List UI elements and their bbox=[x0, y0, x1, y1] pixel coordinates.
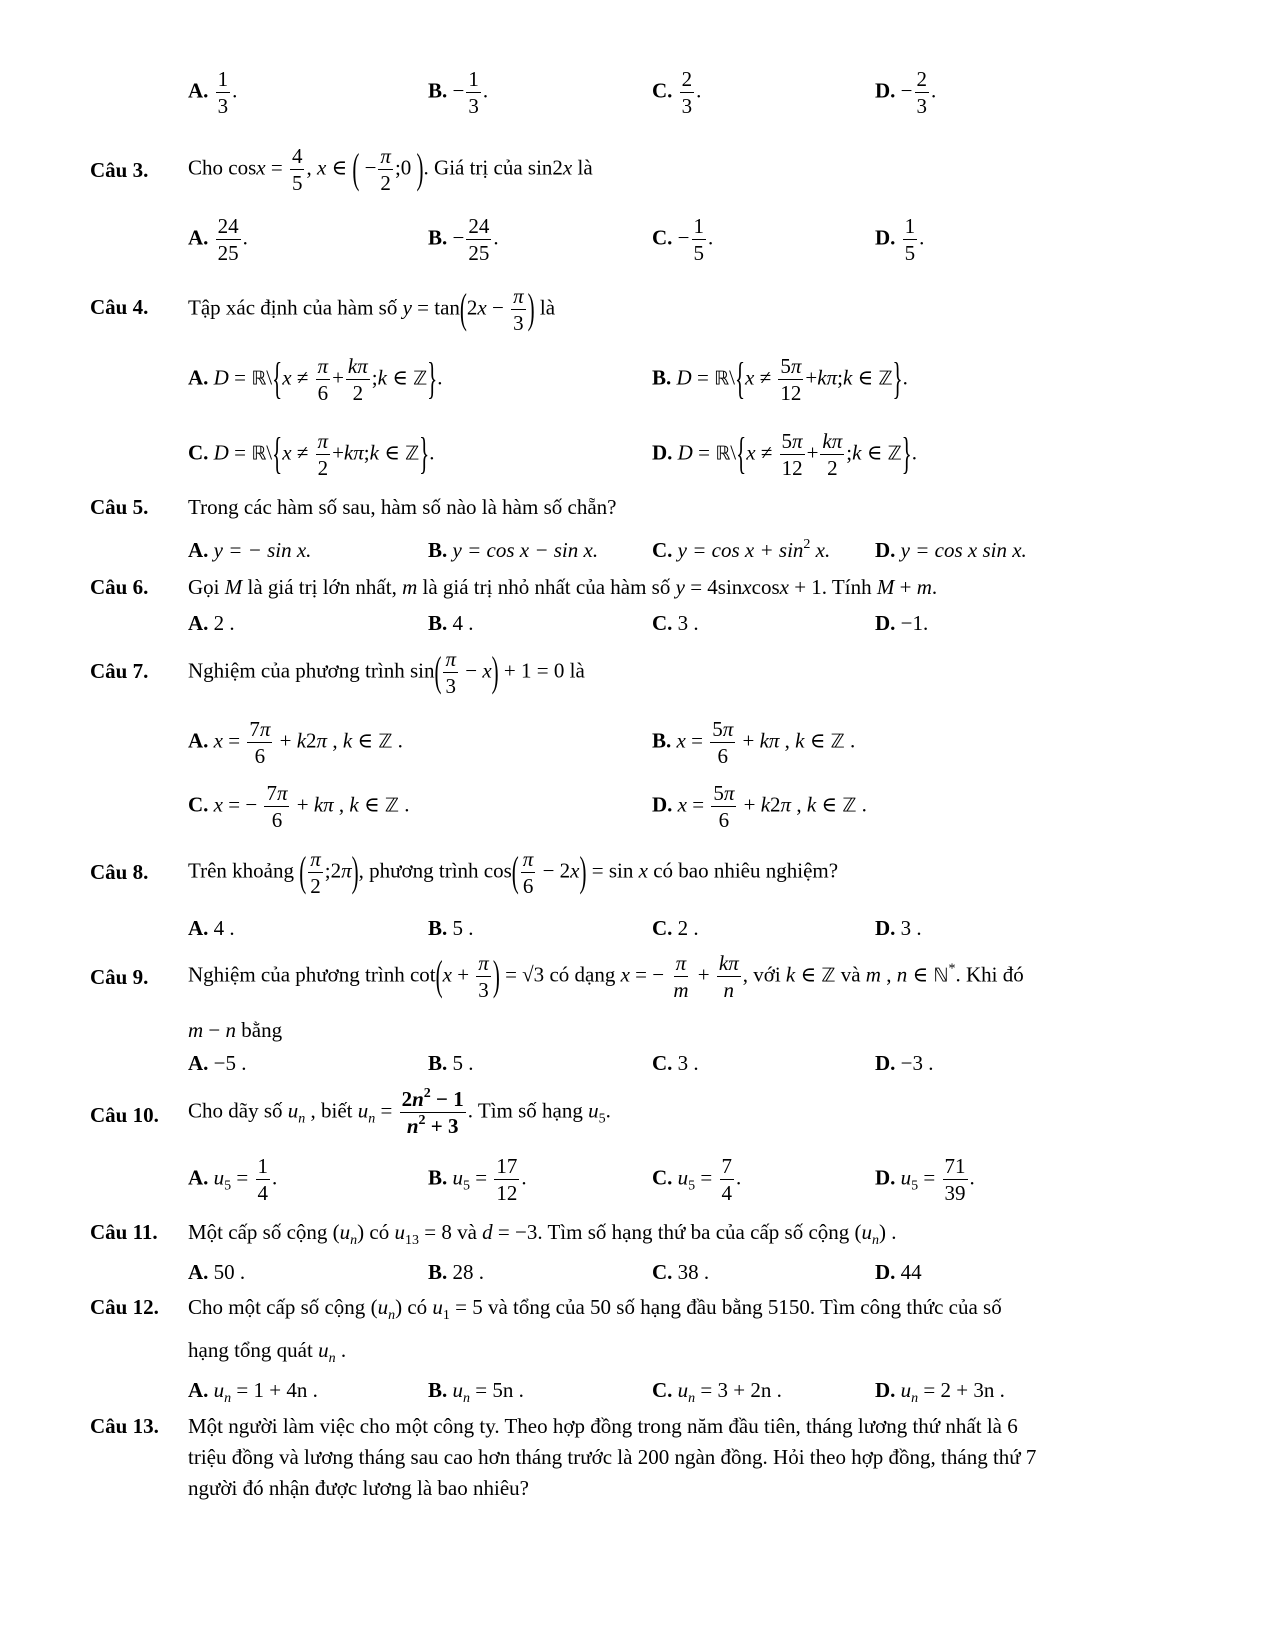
question-label: Câu 12. bbox=[90, 1295, 159, 1319]
question-label: Câu 13. bbox=[90, 1414, 159, 1438]
question-stem-line: triệu đồng và lương tháng sau cao hơn tháng trước là 200 ngàn đồng. Hỏi theo hợp đồng, tháng thứ 7 bbox=[188, 1445, 1037, 1469]
q4-option-a: A. D = ℝ\{x ≠ $\frac{\pi}{6}$ + $\frac{k\pi}{2}$ ;k ∈ ℤ}. bbox=[188, 353, 443, 406]
question-stem: Trên khoảng ( $\frac{\pi}{2}$ ;2π), phương trình cos( $\frac{\pi}{6}$ − 2x) = sin x có bao nhiêu nghiệm? bbox=[188, 847, 839, 899]
q2-option-d: D. − $\frac{2}{3}$ . bbox=[875, 67, 937, 119]
q9-option-d: D. −3 . bbox=[875, 1051, 934, 1075]
fraction: $\frac{1}{3}$ bbox=[217, 67, 229, 119]
q6-option-a: A. 2 . bbox=[188, 611, 235, 635]
q11-option-b: B. 28 . bbox=[428, 1260, 485, 1284]
question-label: Câu 7. bbox=[90, 659, 149, 683]
q6-option-c: C. 3 . bbox=[652, 611, 699, 635]
question-label: Câu 6. bbox=[90, 575, 149, 599]
q10-option-a: A. $u_5$ = $\frac{1}{4}$ . bbox=[188, 1154, 278, 1206]
question-label: Câu 5. bbox=[90, 495, 149, 519]
q11-option-c: C. 38 . bbox=[652, 1260, 710, 1284]
q11-option-d: D. 44 bbox=[875, 1260, 922, 1284]
fraction: $\frac{1}{3}$ bbox=[468, 67, 479, 119]
question-stem: Nghiệm của phương trình cot(x + $\frac{\pi}{3}$ ) = √3 có dạng x = − $\frac{\pi}{m}$ + $\frac{k\pi}{n}$ , với k ∈ ℤ và m , n ∈ ℕ*. Khi đó bbox=[188, 951, 1024, 1003]
question-label: Câu 4. bbox=[90, 295, 149, 319]
question-stem: Cho một cấp số cộng $(u_n)$ có $u_1 = 5$ và tổng của 50 số hạng đầu bằng 5150. Tìm công thức của số bbox=[188, 1295, 1002, 1323]
q3-option-a: A. $\frac{24}{25}$ . bbox=[188, 214, 248, 266]
q4-option-d: D. D = ℝ\{x ≠ $\frac{5\pi}{12}$ + $\frac{k\pi}{2}$ ;k ∈ ℤ}. bbox=[652, 428, 917, 481]
question-stem-continued: m − n bằng bbox=[188, 1018, 283, 1042]
question-stem-continued: hạng tổng quát $u_n$ . bbox=[188, 1338, 347, 1366]
question-stem: Gọi M là giá trị lớn nhất, m là giá trị nhỏ nhất của hàm số y = 4sinxcosx + 1. Tính M + m. bbox=[188, 575, 938, 599]
fraction: $\frac{2}{3}$ bbox=[916, 67, 928, 119]
question-stem-line: Một người làm việc cho một công ty. Theo hợp đồng trong năm đầu tiên, tháng lương thứ nhất là 6 bbox=[188, 1414, 1018, 1438]
question-label: Câu 9. bbox=[90, 965, 149, 989]
question-stem: Tập xác định của hàm số y = tan(2x − $\frac{\pi}{3}$ ) là bbox=[188, 284, 556, 336]
question-stem: Trong các hàm số sau, hàm số nào là hàm số chẵn? bbox=[188, 495, 617, 519]
q2-option-b: B. − $\frac{1}{3}$ . bbox=[428, 67, 489, 119]
question-label: Câu 8. bbox=[90, 860, 149, 884]
question-label: Câu 3. bbox=[90, 158, 149, 182]
q9-option-c: C. 3 . bbox=[652, 1051, 699, 1075]
question-stem: Cho dãy số $u_n$ , biết $u_n$ = $\frac{2n^2 - 1}{n^2 + 3}$ . Tìm số hạng $u_5$. bbox=[188, 1086, 611, 1139]
question-stem-line: người đó nhận được lương là bao nhiêu? bbox=[188, 1476, 529, 1500]
q2-option-c: C. $\frac{2}{3}$ . bbox=[652, 67, 702, 119]
question-label: Câu 10. bbox=[90, 1103, 159, 1127]
question-label: Câu 11. bbox=[90, 1220, 158, 1244]
q3-option-b: B. − $\frac{24}{25}$ . bbox=[428, 214, 499, 266]
q12-option-a: A. $u_n = 1 + 4n$ . bbox=[188, 1378, 318, 1406]
q10-option-d: D. $u_5$ = $\frac{71}{39}$ . bbox=[875, 1154, 975, 1206]
q9-option-b: B. 5 . bbox=[428, 1051, 474, 1075]
q3-option-c: C. − $\frac{1}{5}$ . bbox=[652, 214, 714, 266]
q9-option-a: A. −5 . bbox=[188, 1051, 247, 1075]
q12-option-b: B. $u_n = 5n$ . bbox=[428, 1378, 524, 1406]
q7-option-a: A. x = $\frac{7\pi}{6}$ + k2π , k ∈ ℤ . bbox=[188, 717, 403, 769]
q4-option-b: B. D = ℝ\{x ≠ $\frac{5\pi}{12}$ +kπ;k ∈ ℤ}. bbox=[652, 353, 908, 406]
q2-option-a: A. $\frac{1}{3}$ . bbox=[188, 67, 238, 119]
q7-option-d: D. x = $\frac{5\pi}{6}$ + k2π , k ∈ ℤ . bbox=[652, 781, 867, 833]
q8-option-c: C. 2 . bbox=[652, 916, 699, 940]
question-stem: Một cấp số cộng $(u_n)$ có $u_{13} = 8$ và d = −3. Tìm số hạng thứ ba của cấp số cộng $(u_n)$ . bbox=[188, 1220, 897, 1248]
q12-option-c: C. $u_n = 3 + 2n$ . bbox=[652, 1378, 782, 1406]
q10-option-b: B. $u_5$ = $\frac{17}{12}$ . bbox=[428, 1154, 527, 1206]
q8-option-b: B. 5 . bbox=[428, 916, 474, 940]
q6-option-d: D. −1. bbox=[875, 611, 929, 635]
question-stem: Cho cosx = $\frac{4}{5}$ , x ∈ ( − $\frac{\pi}{2}$ ;0 ). Giá trị của sin2x là bbox=[188, 144, 593, 196]
fraction: $\frac{2}{3}$ bbox=[681, 67, 693, 119]
q6-option-b: B. 4 . bbox=[428, 611, 474, 635]
question-stem: Nghiệm của phương trình sin( $\frac{\pi}{3}$ − x) + 1 = 0 là bbox=[188, 647, 585, 699]
q3-option-d: D. $\frac{1}{5}$ . bbox=[875, 214, 925, 266]
q5-option-c: C. $y = \cos x + \sin^2 x$. bbox=[652, 537, 831, 562]
q5-option-b: B. y = cos x − sin x. bbox=[428, 538, 599, 562]
q5-option-a: A. y = − sin x. bbox=[188, 538, 312, 562]
q12-option-d: D. $u_n = 2 + 3n$ . bbox=[875, 1378, 1005, 1406]
q11-option-a: A. 50 . bbox=[188, 1260, 246, 1284]
q7-option-c: C. x = − $\frac{7\pi}{6}$ + kπ , k ∈ ℤ . bbox=[188, 781, 410, 833]
q10-option-c: C. $u_5$ = $\frac{7}{4}$ . bbox=[652, 1154, 742, 1206]
q4-option-c: C. D = ℝ\{x ≠ $\frac{\pi}{2}$ +kπ;k ∈ ℤ}. bbox=[188, 428, 435, 481]
q7-option-b: B. x = $\frac{5\pi}{6}$ + kπ , k ∈ ℤ . bbox=[652, 717, 856, 769]
q5-option-d: D. y = cos x sin x. bbox=[875, 538, 1027, 562]
q8-option-a: A. 4 . bbox=[188, 916, 235, 940]
q8-option-d: D. 3 . bbox=[875, 916, 922, 940]
